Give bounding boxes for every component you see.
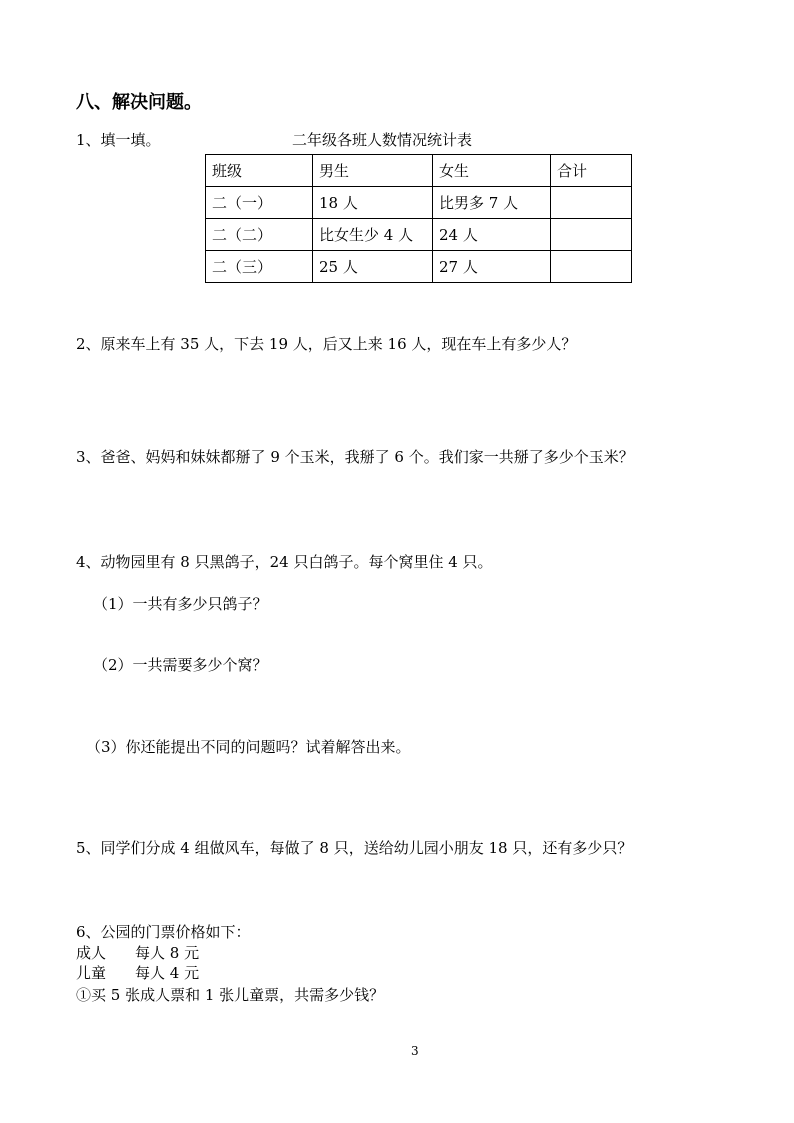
question-4-sub-2: （2）一共需要多少个窝？ — [93, 656, 268, 674]
header-girls: 女生 — [433, 155, 551, 187]
header-total: 合计 — [551, 155, 632, 187]
header-class: 班级 — [206, 155, 313, 187]
adult-label: 成人 — [76, 944, 107, 962]
question-2: 2、原来车上有 35 人，下去 19 人，后又上来 16 人，现在车上有多少人？ — [76, 335, 577, 353]
table-cell: 24 人 — [433, 219, 551, 251]
table-cell: 比男多 7 人 — [433, 187, 551, 219]
stats-table — [205, 154, 632, 283]
table-cell: 18 人 — [313, 187, 433, 219]
table-cell: 比女生少 4 人 — [313, 219, 433, 251]
table-row — [206, 187, 632, 219]
total-blank-cell[interactable] — [551, 251, 632, 283]
table-cell: 27 人 — [433, 251, 551, 283]
question-4-sub-1: （1）一共有多少只鸽子？ — [93, 595, 268, 613]
header-boys: 男生 — [313, 155, 433, 187]
page-number: 3 — [411, 1044, 419, 1058]
table-row — [206, 251, 632, 283]
child-price: 每人 4 元 — [135, 964, 200, 982]
table-title: 二年级各班人数情况统计表 — [292, 131, 473, 149]
question-6-sub-1: ①买 5 张成人票和 1 张儿童票，共需多少钱？ — [76, 986, 385, 1004]
child-label: 儿童 — [76, 964, 107, 982]
section-title: 八、解决问题。 — [76, 92, 202, 113]
table-cell: 二（一） — [206, 187, 313, 219]
table-header-row — [206, 155, 632, 187]
table-cell: 二（三） — [206, 251, 313, 283]
table-row — [206, 219, 632, 251]
total-blank-cell[interactable] — [551, 219, 632, 251]
question-6: 6、公园的门票价格如下： — [76, 923, 251, 941]
table-cell: 25 人 — [313, 251, 433, 283]
question-1-label: 1、填一填。 — [76, 131, 161, 149]
question-3: 3、爸爸、妈妈和妹妹都掰了 9 个玉米，我掰了 6 个。我们家一共掰了多少个玉米？ — [76, 448, 634, 466]
table-cell: 二（二） — [206, 219, 313, 251]
total-blank-cell[interactable] — [551, 187, 632, 219]
adult-price: 每人 8 元 — [135, 944, 200, 962]
question-4: 4、动物园里有 8 只黑鸽子，24 只白鸽子。每个窝里住 4 只。 — [76, 553, 493, 571]
question-4-sub-3: （3）你还能提出不同的问题吗？试着解答出来。 — [86, 738, 411, 756]
question-5: 5、同学们分成 4 组做风车，每做了 8 只，送给幼儿园小朋友 18 只，还有多少只？ — [76, 839, 633, 857]
